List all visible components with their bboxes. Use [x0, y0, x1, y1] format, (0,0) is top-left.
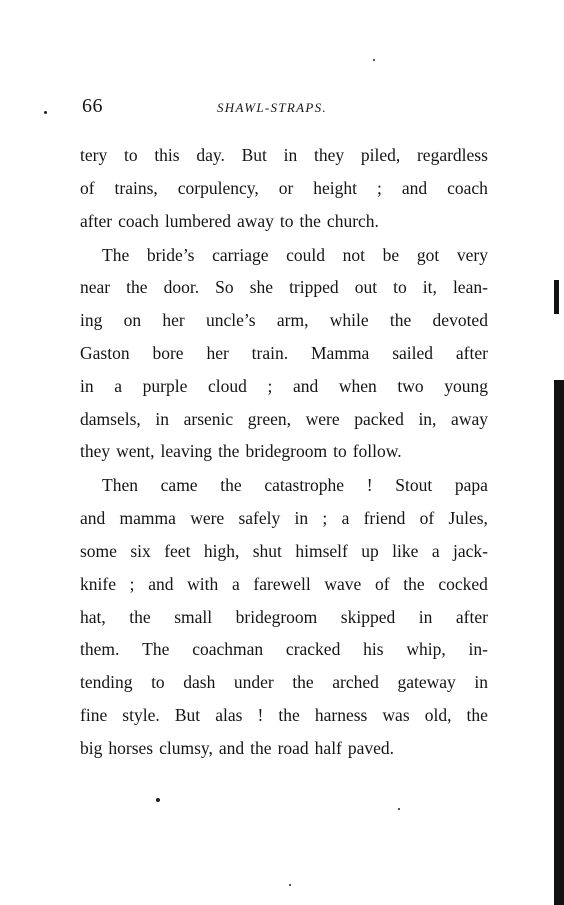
text-line: in a purple cloud ; and when two young — [80, 375, 488, 396]
text-line: knife ; and with a farewell wave of the cocked — [80, 573, 488, 594]
scan-edge-mark — [554, 280, 559, 314]
text-line: The bride’s carriage could not be got very — [102, 244, 488, 265]
text-line: damsels, in arsenic green, were packed in, away — [80, 408, 488, 429]
text-line: Then came the catastrophe ! Stout papa — [102, 475, 488, 496]
body-text — [80, 139, 488, 765]
scan-speck — [398, 808, 400, 810]
page-number: 66 — [82, 95, 103, 117]
text-line: them. The coachman cracked his whip, in- — [80, 639, 488, 660]
scan-edge-shadow — [554, 380, 564, 905]
running-head: SHAWL-STRAPS. — [217, 100, 327, 115]
text-line: of trains, corpulency, or height ; and coach — [80, 177, 488, 198]
text-line: ing on her uncle’s arm, while the devoted — [80, 310, 488, 331]
text-line: after coach lumbered away to the church. — [80, 210, 379, 231]
scan-speck — [44, 111, 47, 114]
text-line: Gaston bore her train. Mamma sailed after — [80, 342, 488, 363]
scan-speck — [156, 798, 160, 802]
text-line: tending to dash under the arched gateway in — [80, 672, 488, 693]
text-line: fine style. But alas ! the harness was old, the — [80, 704, 488, 725]
text-line: tery to this day. But in they piled, regardless — [80, 145, 488, 165]
text-line: they went, leaving the bridegroom to follow. — [80, 441, 402, 462]
scan-speck — [289, 884, 291, 886]
text-line: hat, the small bridegroom skipped in after — [80, 606, 488, 627]
page-header — [82, 95, 488, 119]
text-line: and mamma were safely in ; a friend of Jules, — [80, 508, 488, 529]
text-line: near the door. So she tripped out to it, lean- — [80, 277, 488, 298]
text-line: big horses clumsy, and the road half paved. — [80, 737, 395, 758]
text-line: some six feet high, shut himself up like a jack- — [80, 540, 488, 561]
scan-speck — [373, 59, 375, 61]
